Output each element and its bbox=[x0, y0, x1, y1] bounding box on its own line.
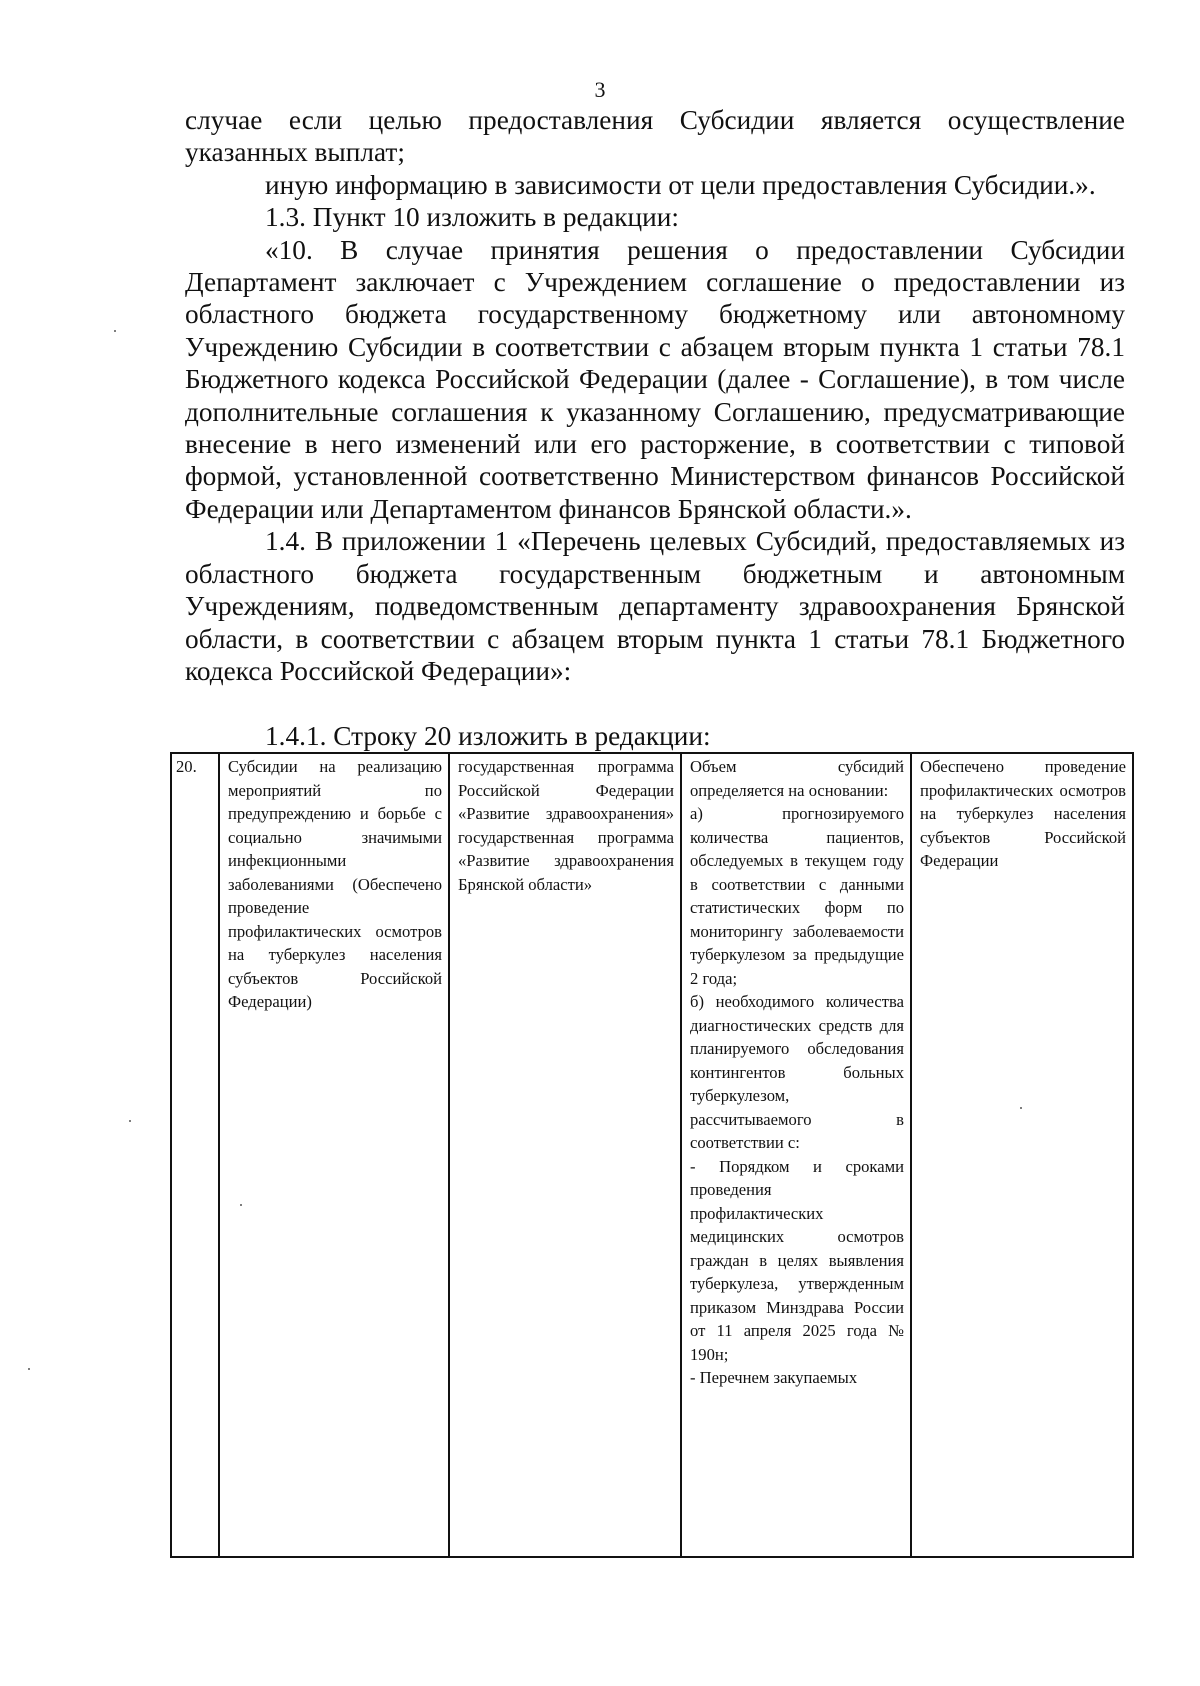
subsidy-name-cell: Субсидии на реализацию мероприятий по предупреждению и борьбе с социально значимыми инфекционными заболеваниями (Обеспечено проведение профилактических осмотров на туберкулез населения субъектов Российской Федерации) bbox=[219, 753, 449, 1557]
scan-speck bbox=[129, 1120, 131, 1122]
paragraph: «10. В случае принятия решения о предоставлении Субсидии Департамент заключает с Учреждением соглашение о предоставлении из областного бюджета государственному бюджетному или автономному Учреждению Субсидии в соответствии с абзацем вторым пункта 1 статьи 78.1 Бюджетного кодекса Российской Федерации (далее - Соглашение), в том числе дополнительные соглашения к указанному Соглашению, предусматривающие внесение в него изменений или его расторжение, в соответствии с типовой формой, установленной соответственно Министерством финансов Российской Федерации или Департаментом финансов Брянской области.». bbox=[185, 234, 1125, 524]
volume-cell bbox=[681, 753, 911, 1557]
scan-speck bbox=[28, 1368, 30, 1370]
subsidy-table bbox=[170, 752, 1134, 1558]
volume-line: - Перечнем закупаемых bbox=[690, 1368, 858, 1387]
volume-line: - Порядком и сроками проведения профилактических медицинских осмотров граждан в целях выявления туберкулеза, утвержденным приказом Минздрава России от 11 апреля 2025 года № 190н; bbox=[690, 1156, 904, 1364]
paragraph: иную информацию в зависимости от цели предоставления Субсидии.». bbox=[265, 169, 1096, 200]
paragraph: 1.3. Пункт 10 изложить в редакции: bbox=[265, 202, 679, 233]
paragraph: случае если целью предоставления Субсидии является осуществление указанных выплат; bbox=[185, 105, 1125, 168]
paragraph: 1.4. В приложении 1 «Перечень целевых Субсидий, предоставляемых из областного бюджета государственным бюджетным и автономным Учреждениям, подведомственным департаменту здравоохранения Брянской области, в соответствии с абзацем вторым пункта 1 статьи 78.1 Бюджетного кодекса Российской Федерации»: bbox=[185, 526, 1125, 686]
scan-speck bbox=[1020, 1107, 1022, 1109]
volume-line: Объем субсидий определяется на основании: bbox=[690, 757, 904, 800]
scan-speck bbox=[114, 330, 116, 332]
row-number-cell: 20. bbox=[171, 753, 219, 1557]
lead-line: 1.4.1. Строку 20 изложить в редакции: bbox=[265, 721, 711, 751]
page-number: 3 bbox=[594, 77, 606, 102]
scan-speck bbox=[240, 1204, 242, 1206]
volume-line: б) необходимого количества диагностических средств для планируемого обследования контингентов больных туберкулезом, рассчитываемого в соответствии с: bbox=[690, 992, 904, 1152]
result-cell: Обеспечено проведение профилактических осмотров на туберкулез населения субъектов Российской Федерации bbox=[911, 753, 1133, 1557]
program-cell: государственная программа Российской Федерации «Развитие здравоохранения» государственная программа «Развитие здравоохранения Брянской области» bbox=[449, 753, 681, 1557]
volume-line: а) прогнозируемого количества пациентов, обследуемых в текущем году в соответствии с данными статистических форм по мониторингу заболеваемости туберкулезом за предыдущие 2 года; bbox=[690, 804, 904, 988]
document-body bbox=[185, 104, 1125, 687]
table-row bbox=[171, 753, 1133, 1557]
